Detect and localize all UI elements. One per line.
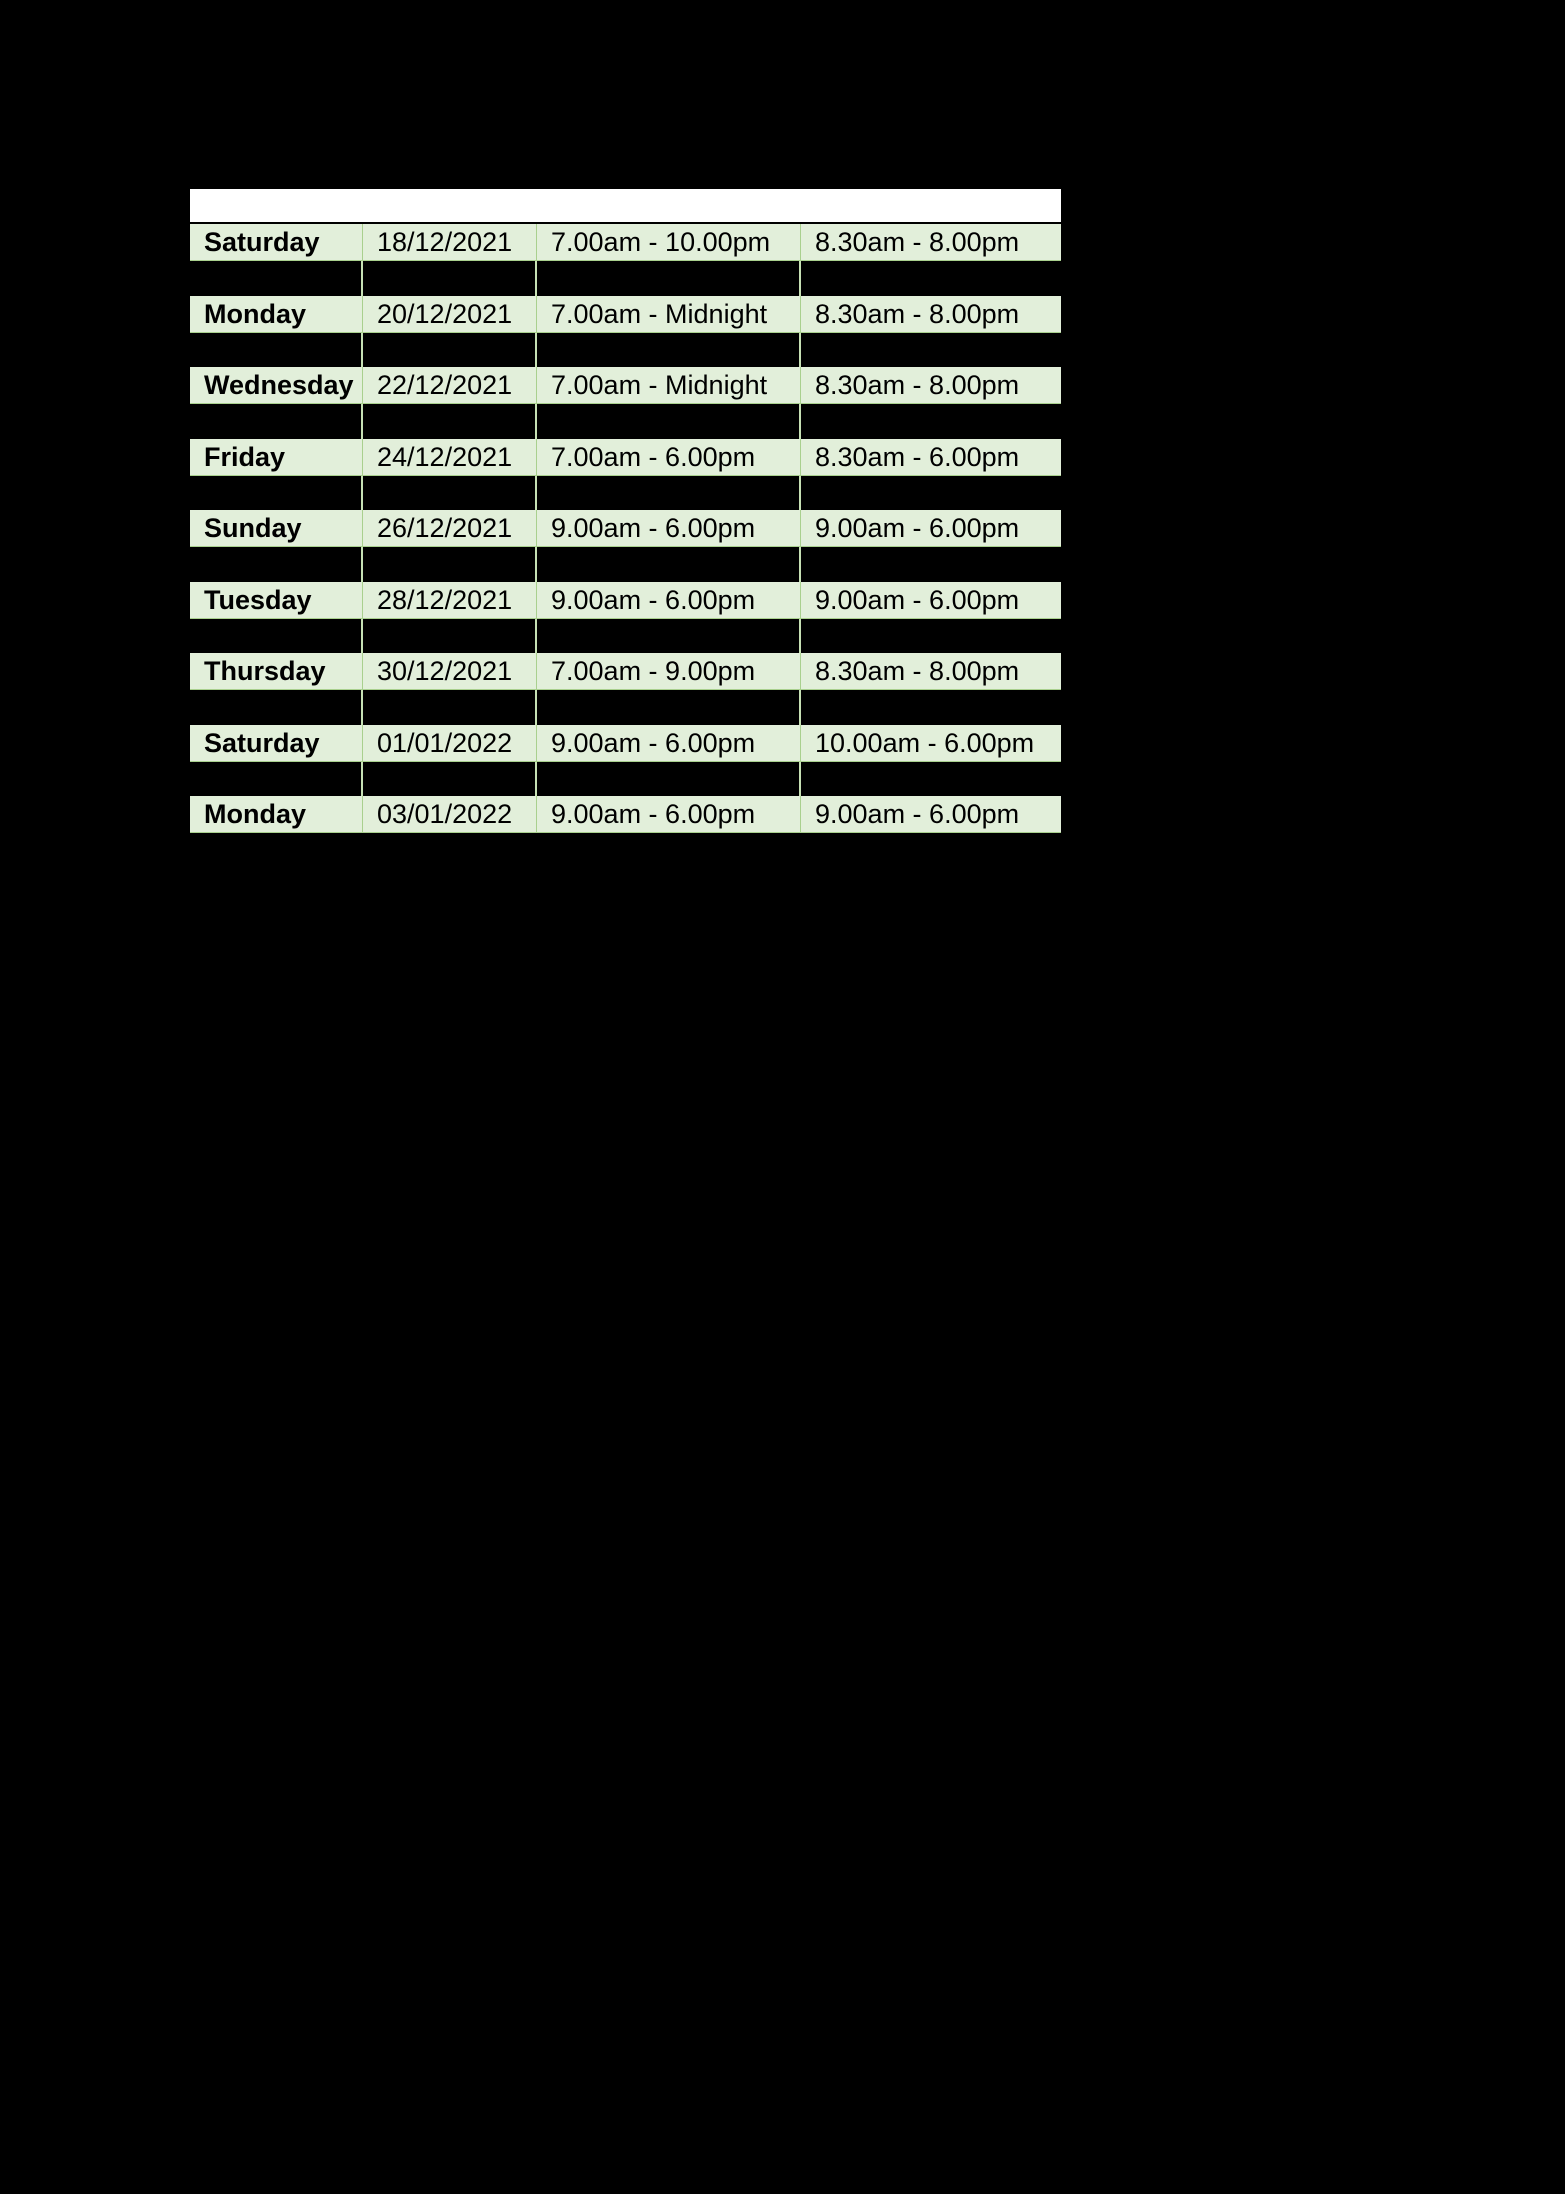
opening-hours-table — [190, 189, 1061, 833]
table-row — [190, 510, 1061, 547]
row-spacer — [190, 476, 1061, 511]
hours-b-cell: 8.30am - 6.00pm — [815, 441, 1020, 472]
table-row — [190, 582, 1061, 619]
spacer-cell — [363, 547, 537, 582]
spacer-cell — [363, 333, 537, 368]
hours-a-cell: 9.00am - 6.00pm — [537, 796, 801, 832]
spacer-cell — [190, 762, 363, 797]
spacer-cell — [190, 404, 363, 439]
table-row — [190, 439, 1061, 476]
hours-a-cell: 7.00am - Midnight — [537, 367, 801, 403]
hours-a-cell: 7.00am - 10.00pm — [537, 224, 801, 260]
row-spacer — [190, 619, 1061, 654]
date-cell: 18/12/2021 — [363, 224, 537, 260]
spacer-cell — [363, 476, 537, 511]
spacer-cell — [537, 476, 801, 511]
spacer-cell — [537, 261, 801, 296]
table-row — [190, 224, 1061, 261]
spacer-cell — [801, 333, 1061, 368]
spacer-cell — [190, 476, 363, 511]
hours-a-cell: 7.00am - 6.00pm — [537, 439, 801, 475]
spacer-cell — [801, 261, 1061, 296]
day-cell: Friday — [190, 439, 363, 475]
hours-a-cell: 9.00am - 6.00pm — [537, 725, 801, 761]
hours-a-cell: 9.00am - 6.00pm — [537, 582, 801, 618]
row-spacer — [190, 333, 1061, 368]
day-cell: Saturday — [190, 224, 363, 260]
table-header-band — [190, 189, 1061, 224]
hours-b-cell: 8.30am - 8.00pm — [815, 656, 1020, 686]
day-cell: Saturday — [190, 725, 363, 761]
table-row — [190, 367, 1061, 404]
spacer-cell — [363, 404, 537, 439]
hours-a-cell: 7.00am - 9.00pm — [537, 653, 801, 689]
day-cell: Monday — [190, 296, 363, 332]
date-cell: 01/01/2022 — [363, 725, 537, 761]
day-cell: Tuesday — [190, 582, 363, 618]
spacer-cell — [363, 690, 537, 725]
spacer-cell — [190, 261, 363, 296]
day-cell: Wednesday — [190, 367, 363, 403]
spacer-cell — [801, 762, 1061, 797]
hours-a-cell: 9.00am - 6.00pm — [537, 510, 801, 546]
spacer-cell — [190, 619, 363, 654]
hours-b-cell: 8.30am - 8.00pm — [815, 370, 1020, 400]
hours-a-cell: 7.00am - Midnight — [537, 296, 801, 332]
hours-b-cell: 8.30am - 8.00pm — [815, 298, 1020, 329]
spacer-cell — [537, 404, 801, 439]
date-cell: 28/12/2021 — [363, 582, 537, 618]
table-row — [190, 796, 1061, 833]
hours-b-cell: 9.00am - 6.00pm — [815, 799, 1020, 829]
spacer-cell — [537, 690, 801, 725]
day-cell: Thursday — [190, 653, 363, 689]
spacer-cell — [801, 476, 1061, 511]
spacer-cell — [801, 404, 1061, 439]
date-cell: 24/12/2021 — [363, 439, 537, 475]
date-cell: 22/12/2021 — [363, 367, 537, 403]
spacer-cell — [190, 690, 363, 725]
spacer-cell — [801, 619, 1061, 654]
hours-b-cell: 9.00am - 6.00pm — [815, 584, 1020, 615]
row-spacer — [190, 404, 1061, 439]
spacer-cell — [537, 762, 801, 797]
date-cell: 20/12/2021 — [363, 296, 537, 332]
table-row — [190, 653, 1061, 690]
table-row — [190, 296, 1061, 333]
day-cell: Monday — [190, 796, 363, 832]
row-spacer — [190, 547, 1061, 582]
date-cell: 26/12/2021 — [363, 510, 537, 546]
day-cell: Sunday — [190, 510, 363, 546]
spacer-cell — [801, 690, 1061, 725]
row-spacer — [190, 690, 1061, 725]
spacer-cell — [801, 547, 1061, 582]
date-cell: 30/12/2021 — [363, 653, 537, 689]
hours-b-cell: 9.00am - 6.00pm — [815, 513, 1020, 543]
spacer-cell — [363, 261, 537, 296]
spacer-cell — [363, 762, 537, 797]
row-spacer — [190, 261, 1061, 296]
hours-b-cell: 10.00am - 6.00pm — [815, 727, 1035, 758]
row-spacer — [190, 762, 1061, 797]
table-row — [190, 725, 1061, 762]
spacer-cell — [190, 333, 363, 368]
spacer-cell — [537, 619, 801, 654]
spacer-cell — [190, 547, 363, 582]
spacer-cell — [537, 333, 801, 368]
table-body — [190, 224, 1061, 833]
spacer-cell — [537, 547, 801, 582]
date-cell: 03/01/2022 — [363, 796, 537, 832]
hours-b-cell: 8.30am - 8.00pm — [815, 227, 1020, 257]
spacer-cell — [363, 619, 537, 654]
